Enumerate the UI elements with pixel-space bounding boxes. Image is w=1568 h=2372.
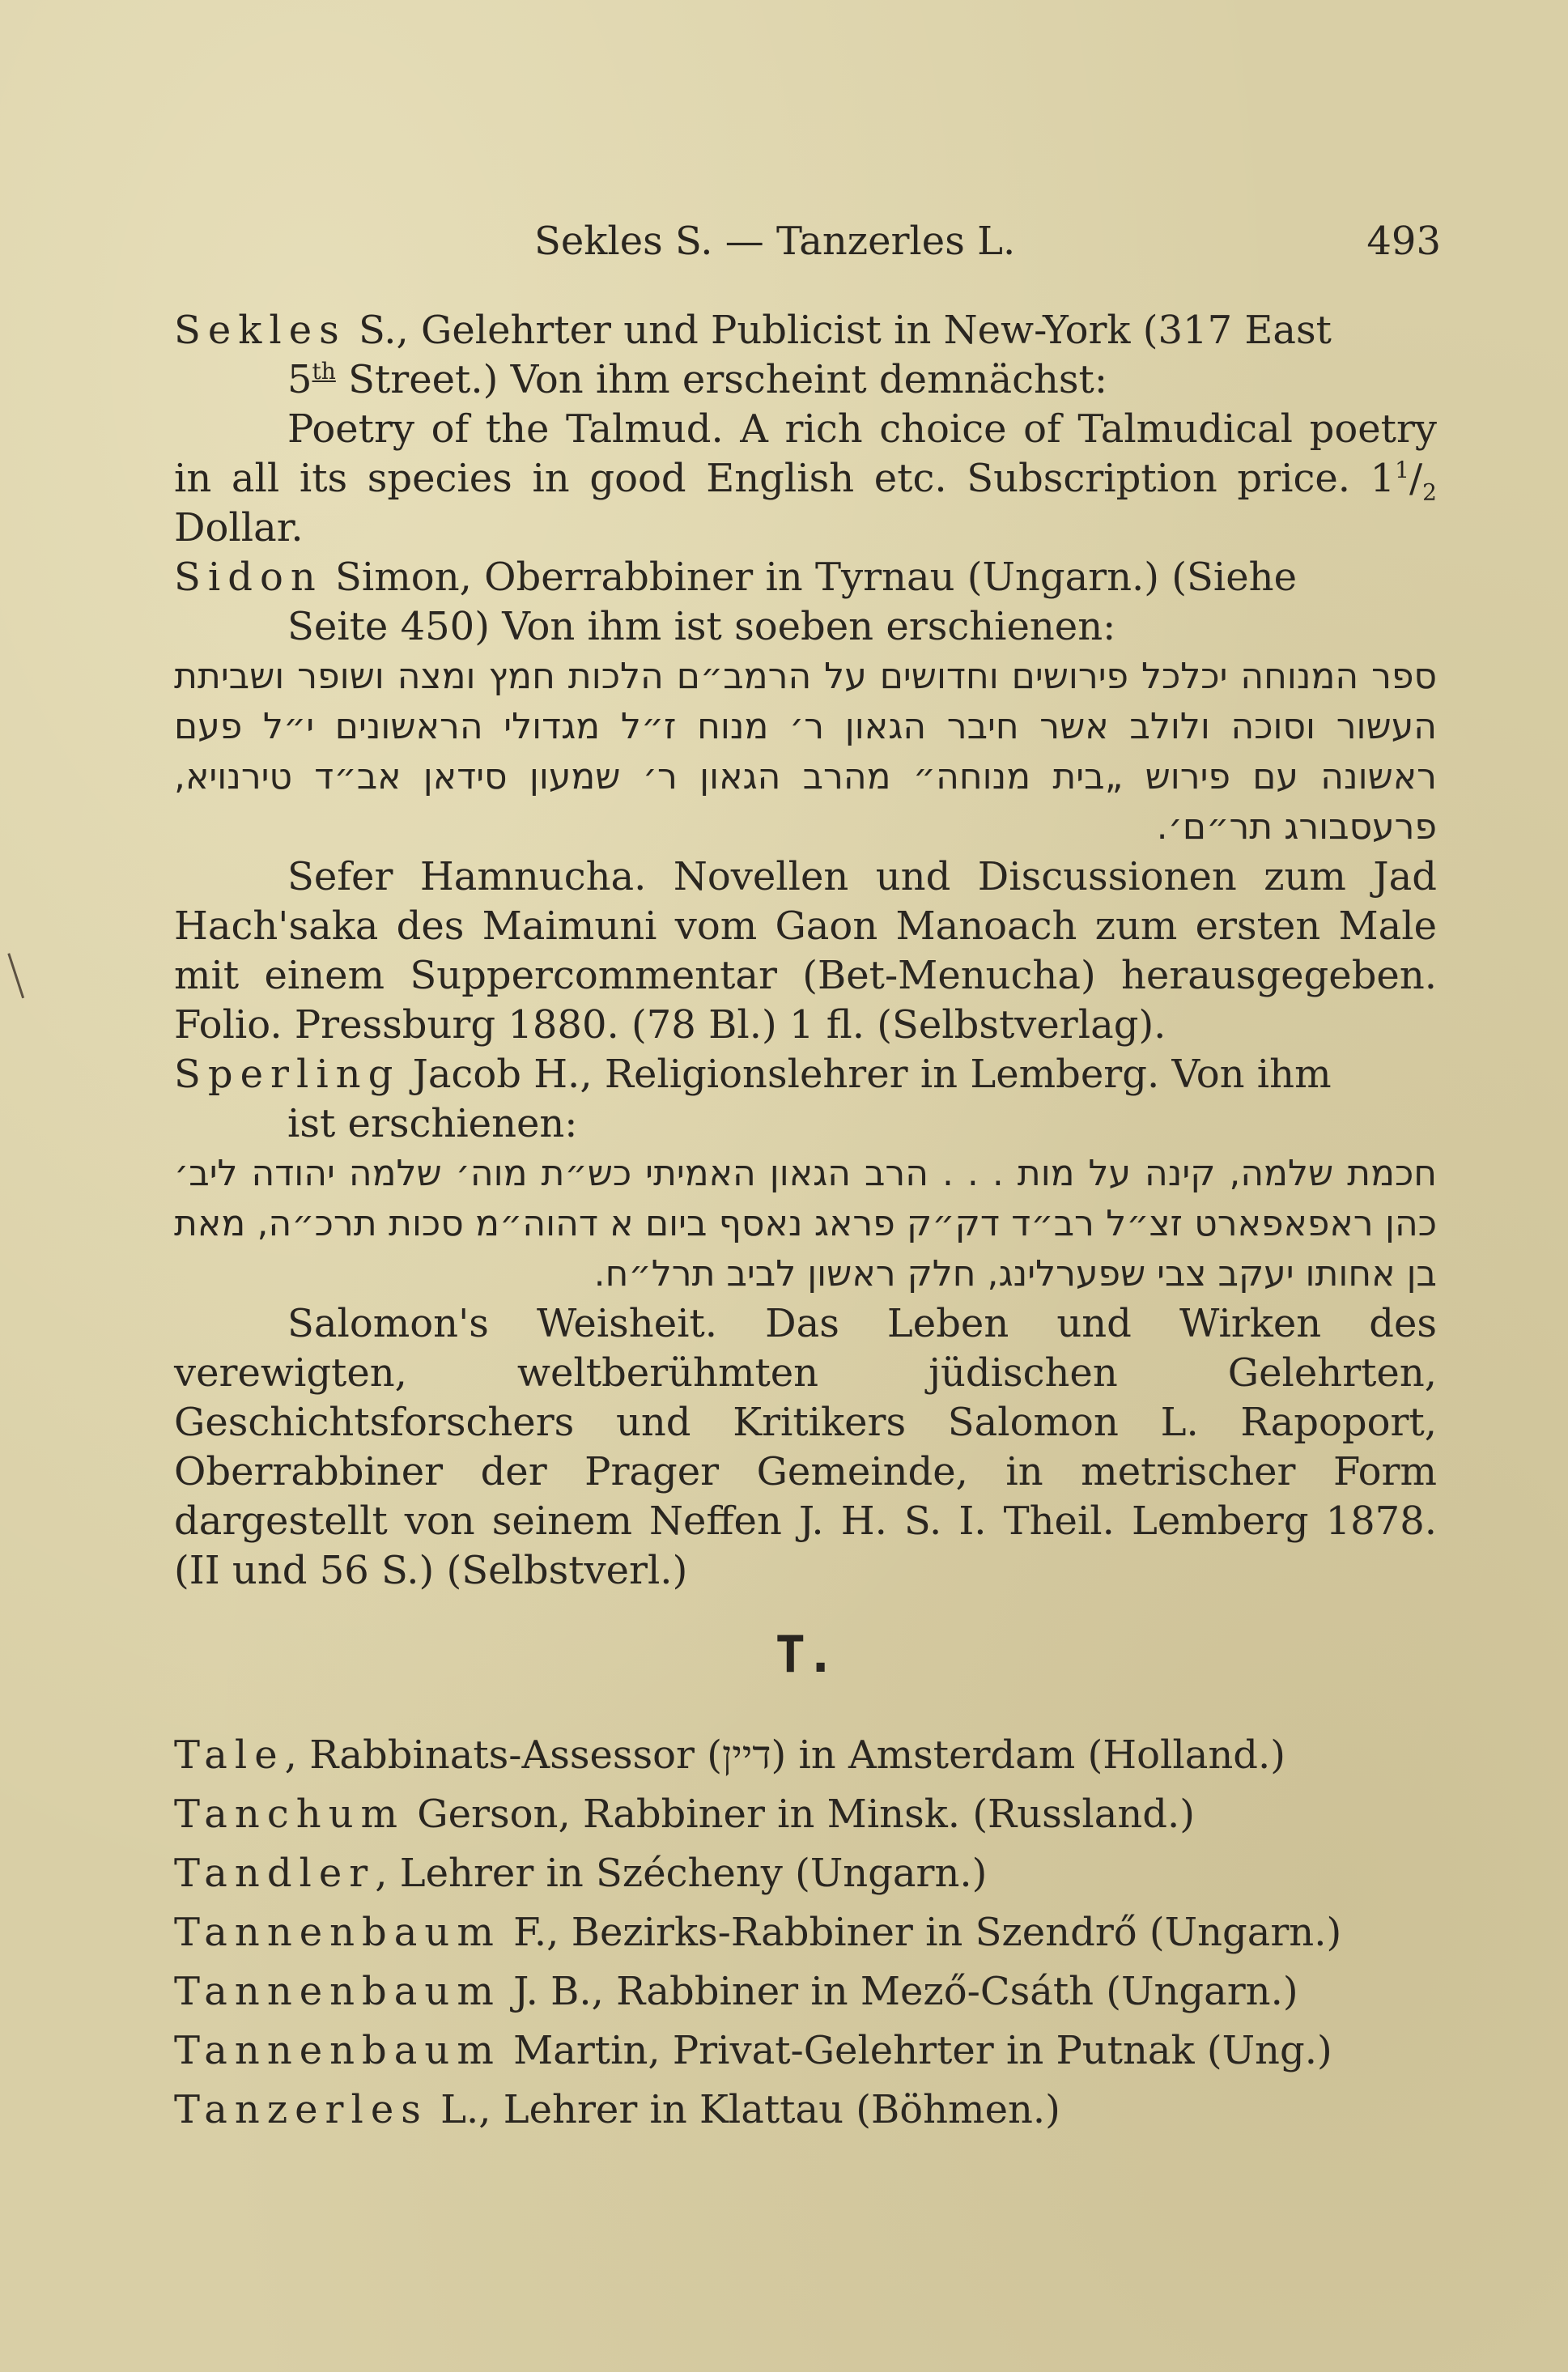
entry-text: Simon, Oberrabbiner in Tyrnau (Ungarn.) (Siehe — [322, 555, 1297, 600]
entry-name: Tanzerles — [174, 2087, 428, 2132]
hebrew-title: חכמת שלמה, קינה על מות . . . הרב הגאון האמיתי כש״ת מוה׳ שלמה יהודה ליב׳ כהן ראפאפארט זצ״ל רב״ד דק״ק פראג נאסף ביום א דהוה״מ סכות תרכ״ה, מאת בן אחותו יעקב צבי שפערלינג, חלק ראשון לביב תרל״ח. — [174, 1153, 1437, 1294]
entry-text: L., Lehrer in Klattau (Böhmen.) — [427, 2087, 1060, 2132]
work-description: Sefer Hamnucha. Novellen und Discussionen zum Jad Hach'saka des Maimuni vom Gaon Manoach zum ersten Male mit einem Suppercommentar (Bet-Menucha) herausgegeben. Folio. Pressburg 1880. (78 Bl.) 1 fl. (Selbstverlag). — [174, 854, 1437, 1048]
entry-continuation: ist erschienen: — [287, 1101, 578, 1146]
entry-name: Tannenbaum — [174, 1969, 501, 2014]
entry-sekles — [174, 306, 1437, 553]
entry-text: Jacob H., Religionslehrer in Lemberg. Von ihm — [400, 1052, 1332, 1097]
running-header — [534, 219, 1441, 275]
page-number: 493 — [1366, 219, 1441, 264]
entry-name: Tale — [174, 1732, 285, 1778]
entry-name: Tannenbaum — [174, 1910, 501, 1955]
t-entries-list — [174, 1726, 1437, 2140]
entry-continuation: Seite 450) Von ihm ist soeben erschienen: — [287, 604, 1116, 649]
list-item — [174, 1903, 1437, 1962]
entry-heading — [174, 306, 1437, 355]
entry-name: Tannenbaum — [174, 2028, 501, 2073]
entry-heading — [174, 553, 1437, 602]
entry-text: , Rabbinats-Assessor (דיין) in Amsterdam (Holland.) — [284, 1732, 1285, 1778]
entry-text: Martin, Privat-Gelehrter in Putnak (Ung.) — [500, 2028, 1332, 2073]
margin-pencil-mark — [7, 951, 30, 999]
entry-text: F., Bezirks-Rabbiner in Szendrő (Ungarn.) — [500, 1910, 1342, 1955]
list-item — [174, 1962, 1437, 2021]
hebrew-title: ספר המנוחה יכלכל פירושים וחדושים על הרמב״ם הלכות חמץ ומצה ושופר ושביתת העשור וסוכה ולולב אשר חיבר הגאון ר׳ מנוח ז״ל מגדולי הראשונים י״ל פעם ראשונה עם פירוש „בית מנוחה״ מהרב הגאון ר׳ שמעון סידאן אב״ד טירנויא, פרעסבורג תר״ם׳. — [174, 656, 1437, 848]
entry-text: J. B., Rabbiner in Mező-Csáth (Ungarn.) — [500, 1969, 1298, 2014]
list-item — [174, 2081, 1437, 2140]
page-content — [174, 306, 1437, 2140]
entry-heading — [174, 1050, 1437, 1099]
header-title: Sekles S. — Tanzerles L. — [534, 219, 1016, 264]
entry-text: , Lehrer in Szécheny (Ungarn.) — [375, 1851, 988, 1896]
entry-sperling — [174, 1050, 1437, 1596]
entry-text: Gerson, Rabbiner in Minsk. (Russland.) — [405, 1792, 1195, 1837]
work-description: Salomon's Weisheit. Das Leben und Wirken des verewigten, weltberühmten jüdischen Gelehrten, Geschichtsforschers und Kritikers Salomon L. Rapoport, Oberrabbiner der Prager Gemeinde, in metrischer Form dargestellt von seinem Neffen J. H. S. I. Theil. Lemberg 1878. (II und 56 S.) (Selbstverl.) — [174, 1301, 1437, 1593]
entry-continuation: 5th Street.) Von ihm erscheint demnächst: — [287, 357, 1107, 402]
list-item — [174, 2021, 1437, 2081]
entry-sidon — [174, 553, 1437, 1050]
list-item — [174, 1785, 1437, 1844]
entry-name: Tanchum — [174, 1792, 406, 1837]
entry-text: S., Gelehrter und Publicist in New-York (317 East — [346, 308, 1332, 353]
list-item — [174, 1844, 1437, 1903]
entry-name: Sperling — [174, 1052, 401, 1097]
work-description: Poetry of the Talmud. A rich choice of Talmudical poetry in all its species in good English etc. Subscription price. $1^1/_2$ Dollar. — [174, 406, 1437, 550]
entry-name: Sekles — [174, 308, 346, 353]
entry-name: Sidon — [174, 555, 323, 600]
list-item — [174, 1726, 1437, 1785]
section-letter-t: T. — [775, 1625, 836, 1684]
entry-name: Tandler — [174, 1851, 376, 1896]
